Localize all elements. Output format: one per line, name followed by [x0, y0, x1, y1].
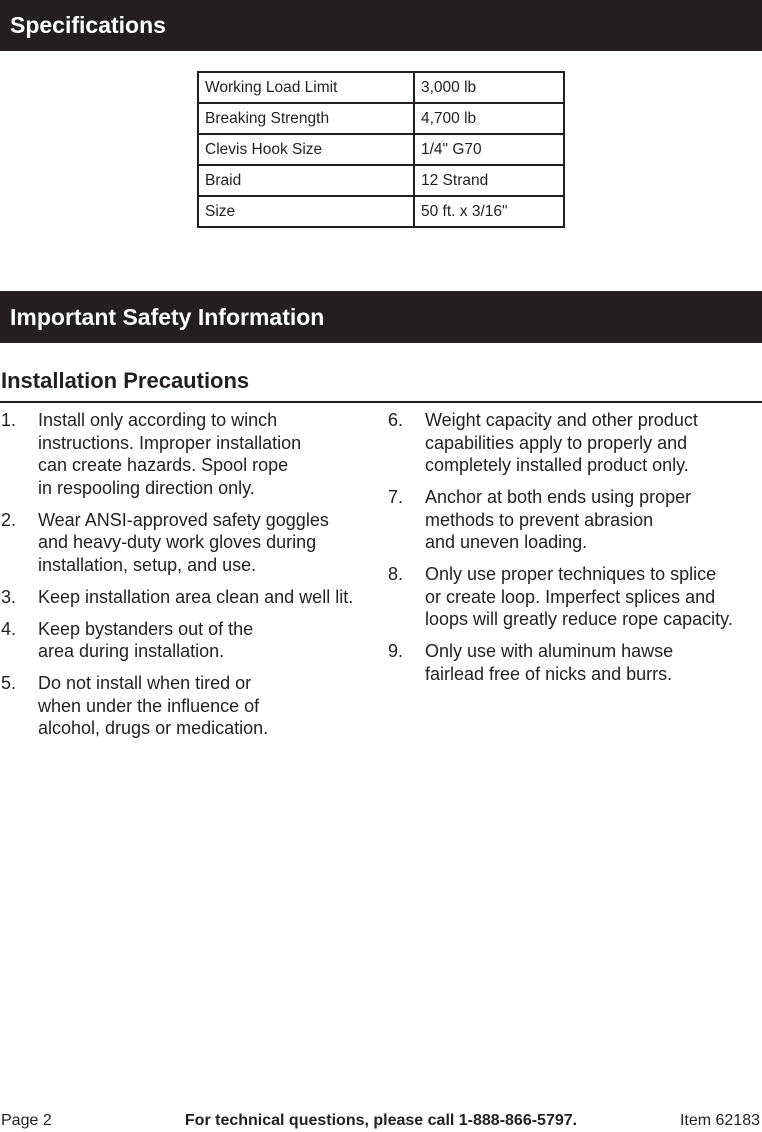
item-text: Only use with aluminum hawse fairlead free of nicks and burrs.	[425, 641, 674, 684]
item-number: 7.	[388, 487, 404, 507]
spec-label: Clevis Hook Size	[198, 134, 414, 165]
list-item	[1, 409, 371, 499]
list-item	[1, 672, 371, 740]
item-text: Only use proper techniques to splice or create loop. Imperfect splices and loops will greatly reduce rope capacity.	[425, 564, 733, 629]
spec-value: 3,000 lb	[414, 72, 564, 103]
installation-precautions-title: Installation Precautions	[1, 368, 250, 393]
item-text: Weight capacity and other product capabilities apply to properly and completely installed product only.	[425, 410, 698, 475]
item-text: Do not install when tired or when under the influence of alcohol, drugs or medication.	[38, 673, 269, 738]
item-number: 3.	[1, 586, 17, 607]
spec-label: Breaking Strength	[198, 103, 414, 134]
table-row	[198, 103, 564, 134]
item-text: Keep bystanders out of the area during installation.	[38, 618, 254, 661]
spec-label: Size	[198, 196, 414, 227]
item-number: 5.	[1, 673, 17, 693]
spec-value: 4,700 lb	[414, 103, 564, 134]
item-number: 2.	[1, 509, 17, 530]
specifications-table	[197, 71, 565, 228]
precautions-list-right	[388, 409, 760, 695]
table-row	[198, 165, 564, 196]
list-item	[1, 509, 371, 577]
spec-value: 1/4" G70	[414, 134, 564, 165]
item-text: Wear ANSI-approved safety goggles and heavy-duty work gloves during installation, setup, and use.	[38, 509, 329, 575]
item-number: 6.	[388, 410, 404, 430]
item-number: 8.	[388, 564, 404, 584]
list-item	[1, 586, 371, 609]
item-text: Install only according to winch instructions. Improper installation can create hazards. Spool rope in respooling direction only.	[38, 410, 302, 498]
item-number: 4.	[1, 618, 17, 639]
spec-value: 12 Strand	[414, 165, 564, 196]
safety-banner	[0, 291, 762, 343]
specifications-banner	[0, 0, 762, 51]
precautions-list-left	[1, 409, 371, 749]
item-text: Keep installation area clean and well lit.	[38, 586, 354, 607]
specifications-heading: Specifications	[10, 12, 166, 38]
item-number: 9.	[388, 641, 404, 661]
spec-label: Braid	[198, 165, 414, 196]
item-number-label: Item 62183	[679, 1112, 760, 1129]
list-item	[1, 618, 371, 663]
list-item	[388, 563, 760, 631]
spec-value: 50 ft. x 3/16"	[414, 196, 564, 227]
item-text: Anchor at both ends using proper methods to prevent abrasion and uneven loading.	[425, 487, 692, 552]
section-divider	[0, 401, 762, 403]
table-row	[198, 134, 564, 165]
list-item	[388, 486, 760, 554]
list-item	[388, 409, 760, 477]
table-row	[198, 196, 564, 227]
spec-label: Working Load Limit	[198, 72, 414, 103]
list-item	[388, 640, 760, 685]
item-number: 1.	[1, 410, 17, 430]
technical-questions-contact: For technical questions, please call 1-888-866-5797.	[184, 1112, 578, 1129]
safety-heading: Important Safety Information	[10, 304, 325, 330]
table-row	[198, 72, 564, 103]
page-number: Page 2	[1, 1112, 52, 1129]
